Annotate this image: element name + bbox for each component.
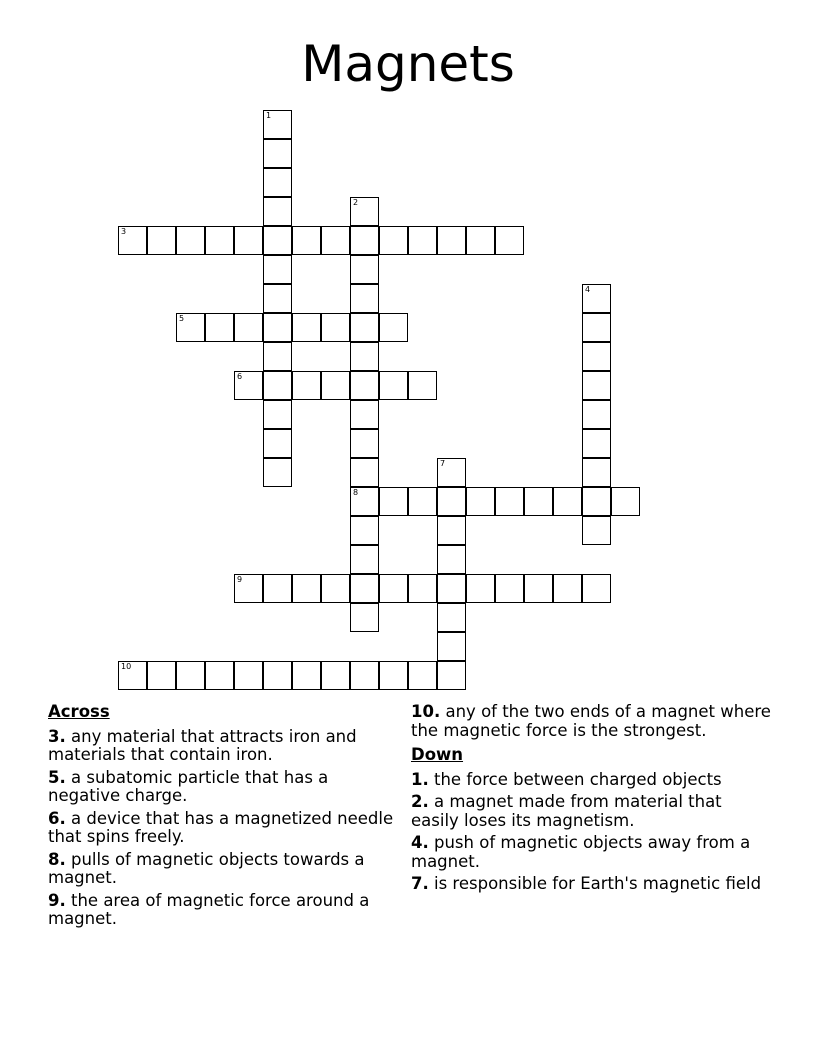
across-heading: Across	[48, 702, 110, 721]
crossword-cell[interactable]	[408, 371, 437, 400]
crossword-cell[interactable]	[350, 603, 379, 632]
crossword-cell[interactable]	[176, 313, 205, 342]
crossword-cell[interactable]	[176, 661, 205, 690]
crossword-cell[interactable]	[263, 197, 292, 226]
crossword-cell[interactable]	[263, 371, 292, 400]
crossword-cell[interactable]	[263, 574, 292, 603]
clue-number: 8.	[48, 849, 66, 869]
crossword-cell[interactable]	[350, 545, 379, 574]
crossword-cell[interactable]	[350, 429, 379, 458]
crossword-cell[interactable]	[437, 661, 466, 690]
crossword-cell[interactable]	[524, 487, 553, 516]
crossword-cell[interactable]	[321, 371, 350, 400]
clue-across-3	[48, 728, 398, 765]
clue-text: is responsible for Earth's magnetic field	[434, 874, 762, 893]
clue-text: any of the two ends of a magnet where the magnetic force is the strongest.	[411, 702, 771, 740]
crossword-cell[interactable]	[321, 226, 350, 255]
crossword-cell[interactable]	[147, 226, 176, 255]
crossword-cell[interactable]	[292, 661, 321, 690]
clue-text: push of magnetic objects away from a magnet.	[411, 833, 751, 871]
crossword-cell[interactable]	[379, 661, 408, 690]
cell-number: 8	[353, 488, 359, 497]
crossword-cell[interactable]	[437, 516, 466, 545]
clue-number: 9.	[48, 890, 66, 910]
crossword-cell[interactable]	[350, 255, 379, 284]
clue-text: a device that has a magnetized needle that spins freely.	[48, 808, 394, 846]
crossword-cell[interactable]	[263, 400, 292, 429]
crossword-cell[interactable]	[321, 574, 350, 603]
crossword-cell[interactable]	[350, 226, 379, 255]
crossword-cell[interactable]	[437, 574, 466, 603]
crossword-cell[interactable]	[379, 313, 408, 342]
crossword-cell[interactable]	[263, 226, 292, 255]
crossword-cell[interactable]	[437, 603, 466, 632]
clue-text: a subatomic particle that has a negative charge.	[48, 767, 329, 805]
clue-number: 1.	[411, 769, 429, 789]
clue-number: 5.	[48, 767, 66, 787]
clue-number: 4.	[411, 833, 429, 852]
crossword-cell[interactable]	[147, 661, 176, 690]
crossword-cell[interactable]	[118, 226, 147, 255]
crossword-cell[interactable]	[321, 661, 350, 690]
crossword-cell[interactable]	[582, 574, 611, 603]
cell-number: 4	[585, 285, 591, 294]
cell-number: 3	[121, 227, 127, 236]
cell-number: 2	[353, 198, 359, 207]
cell-number: 10	[121, 662, 132, 671]
clue-text: the force between charged objects	[434, 769, 722, 789]
crossword-cell[interactable]	[350, 400, 379, 429]
crossword-cell[interactable]	[350, 371, 379, 400]
crossword-cell[interactable]	[292, 226, 321, 255]
crossword-cell[interactable]	[263, 313, 292, 342]
clue-down-7	[411, 875, 771, 894]
clue-across-6	[48, 810, 398, 847]
cell-number: 7	[440, 459, 446, 468]
crossword-cell[interactable]	[292, 371, 321, 400]
crossword-cell[interactable]	[205, 226, 234, 255]
crossword-cell[interactable]	[379, 371, 408, 400]
crossword-cell[interactable]	[234, 371, 263, 400]
crossword-cell[interactable]	[437, 545, 466, 574]
crossword-cell[interactable]	[553, 487, 582, 516]
crossword-cell[interactable]	[350, 313, 379, 342]
crossword-cell[interactable]	[408, 226, 437, 255]
crossword-cell[interactable]	[350, 284, 379, 313]
clue-number: 6.	[48, 808, 66, 828]
crossword-cell[interactable]	[321, 313, 350, 342]
crossword-cell[interactable]	[379, 226, 408, 255]
crossword-cell[interactable]	[582, 400, 611, 429]
clue-text: a magnet made from material that easily loses its magnetism.	[411, 792, 722, 830]
crossword-cell[interactable]	[350, 487, 379, 516]
crossword-cell[interactable]	[263, 168, 292, 197]
clue-down-1	[411, 771, 771, 790]
crossword-cell[interactable]	[263, 284, 292, 313]
crossword-cell[interactable]	[582, 429, 611, 458]
cell-number: 9	[237, 575, 243, 584]
crossword-cell[interactable]	[118, 661, 147, 690]
crossword-cell[interactable]	[553, 574, 582, 603]
crossword-cell[interactable]	[582, 516, 611, 545]
clue-across-8	[48, 851, 398, 888]
crossword-cell[interactable]	[263, 342, 292, 371]
cell-number: 5	[179, 314, 185, 323]
clue-across-10	[411, 703, 771, 740]
crossword-cell[interactable]	[495, 226, 524, 255]
crossword-cell[interactable]	[466, 574, 495, 603]
cell-number: 6	[237, 372, 243, 381]
crossword-cell[interactable]	[466, 487, 495, 516]
clue-down-4	[411, 834, 771, 871]
crossword-cell[interactable]	[379, 487, 408, 516]
crossword-cell[interactable]	[263, 139, 292, 168]
crossword-cell[interactable]	[234, 574, 263, 603]
clue-number: 2.	[411, 792, 429, 811]
crossword-cell[interactable]	[437, 458, 466, 487]
crossword-cell[interactable]	[350, 661, 379, 690]
crossword-cell[interactable]	[350, 458, 379, 487]
crossword-cell[interactable]	[408, 487, 437, 516]
crossword-cell[interactable]	[611, 487, 640, 516]
crossword-cell[interactable]	[582, 458, 611, 487]
down-heading: Down	[411, 745, 464, 764]
clue-text: pulls of magnetic objects towards a magnet.	[48, 849, 365, 887]
crossword-cell[interactable]	[437, 487, 466, 516]
crossword-cell[interactable]	[205, 661, 234, 690]
crossword-cell[interactable]	[524, 574, 553, 603]
crossword-cell[interactable]	[176, 226, 205, 255]
cell-number: 1	[266, 111, 272, 120]
crossword-cell[interactable]	[205, 313, 234, 342]
crossword-cell[interactable]	[263, 429, 292, 458]
crossword-cell[interactable]	[466, 226, 495, 255]
crossword-cell[interactable]	[263, 458, 292, 487]
page-title: Magnets	[301, 35, 515, 93]
crossword-cell[interactable]	[350, 197, 379, 226]
crossword-cell[interactable]	[408, 574, 437, 603]
crossword-cell[interactable]	[350, 342, 379, 371]
clue-across-5	[48, 769, 398, 806]
crossword-cell[interactable]	[292, 574, 321, 603]
crossword-cell[interactable]	[495, 487, 524, 516]
crossword-cell[interactable]	[350, 574, 379, 603]
crossword-cell[interactable]	[234, 661, 263, 690]
clues-left-column	[48, 703, 398, 933]
clue-number: 10.	[411, 702, 441, 721]
clue-text: any material that attracts iron and materials that contain iron.	[48, 726, 357, 764]
clue-number: 3.	[48, 726, 66, 746]
crossword-cell[interactable]	[437, 226, 466, 255]
crossword-cell[interactable]	[582, 371, 611, 400]
crossword-cell[interactable]	[495, 574, 524, 603]
clue-down-2	[411, 793, 771, 830]
crossword-cell[interactable]	[582, 313, 611, 342]
crossword-cell[interactable]	[263, 255, 292, 284]
clue-number: 7.	[411, 874, 429, 893]
crossword-cell[interactable]	[263, 661, 292, 690]
crossword-cell[interactable]	[582, 342, 611, 371]
crossword-cell[interactable]	[437, 632, 466, 661]
clues-right-column	[411, 703, 771, 898]
crossword-cell[interactable]	[582, 284, 611, 313]
crossword-cell[interactable]	[263, 110, 292, 139]
crossword-cell[interactable]	[234, 313, 263, 342]
crossword-cell[interactable]	[234, 226, 263, 255]
crossword-cell[interactable]	[379, 574, 408, 603]
clue-text: the area of magnetic force around a magnet.	[48, 890, 370, 928]
clue-across-9	[48, 892, 398, 929]
crossword-cell[interactable]	[350, 516, 379, 545]
crossword-cell[interactable]	[292, 313, 321, 342]
crossword-cell[interactable]	[408, 661, 437, 690]
crossword-cell[interactable]	[582, 487, 611, 516]
